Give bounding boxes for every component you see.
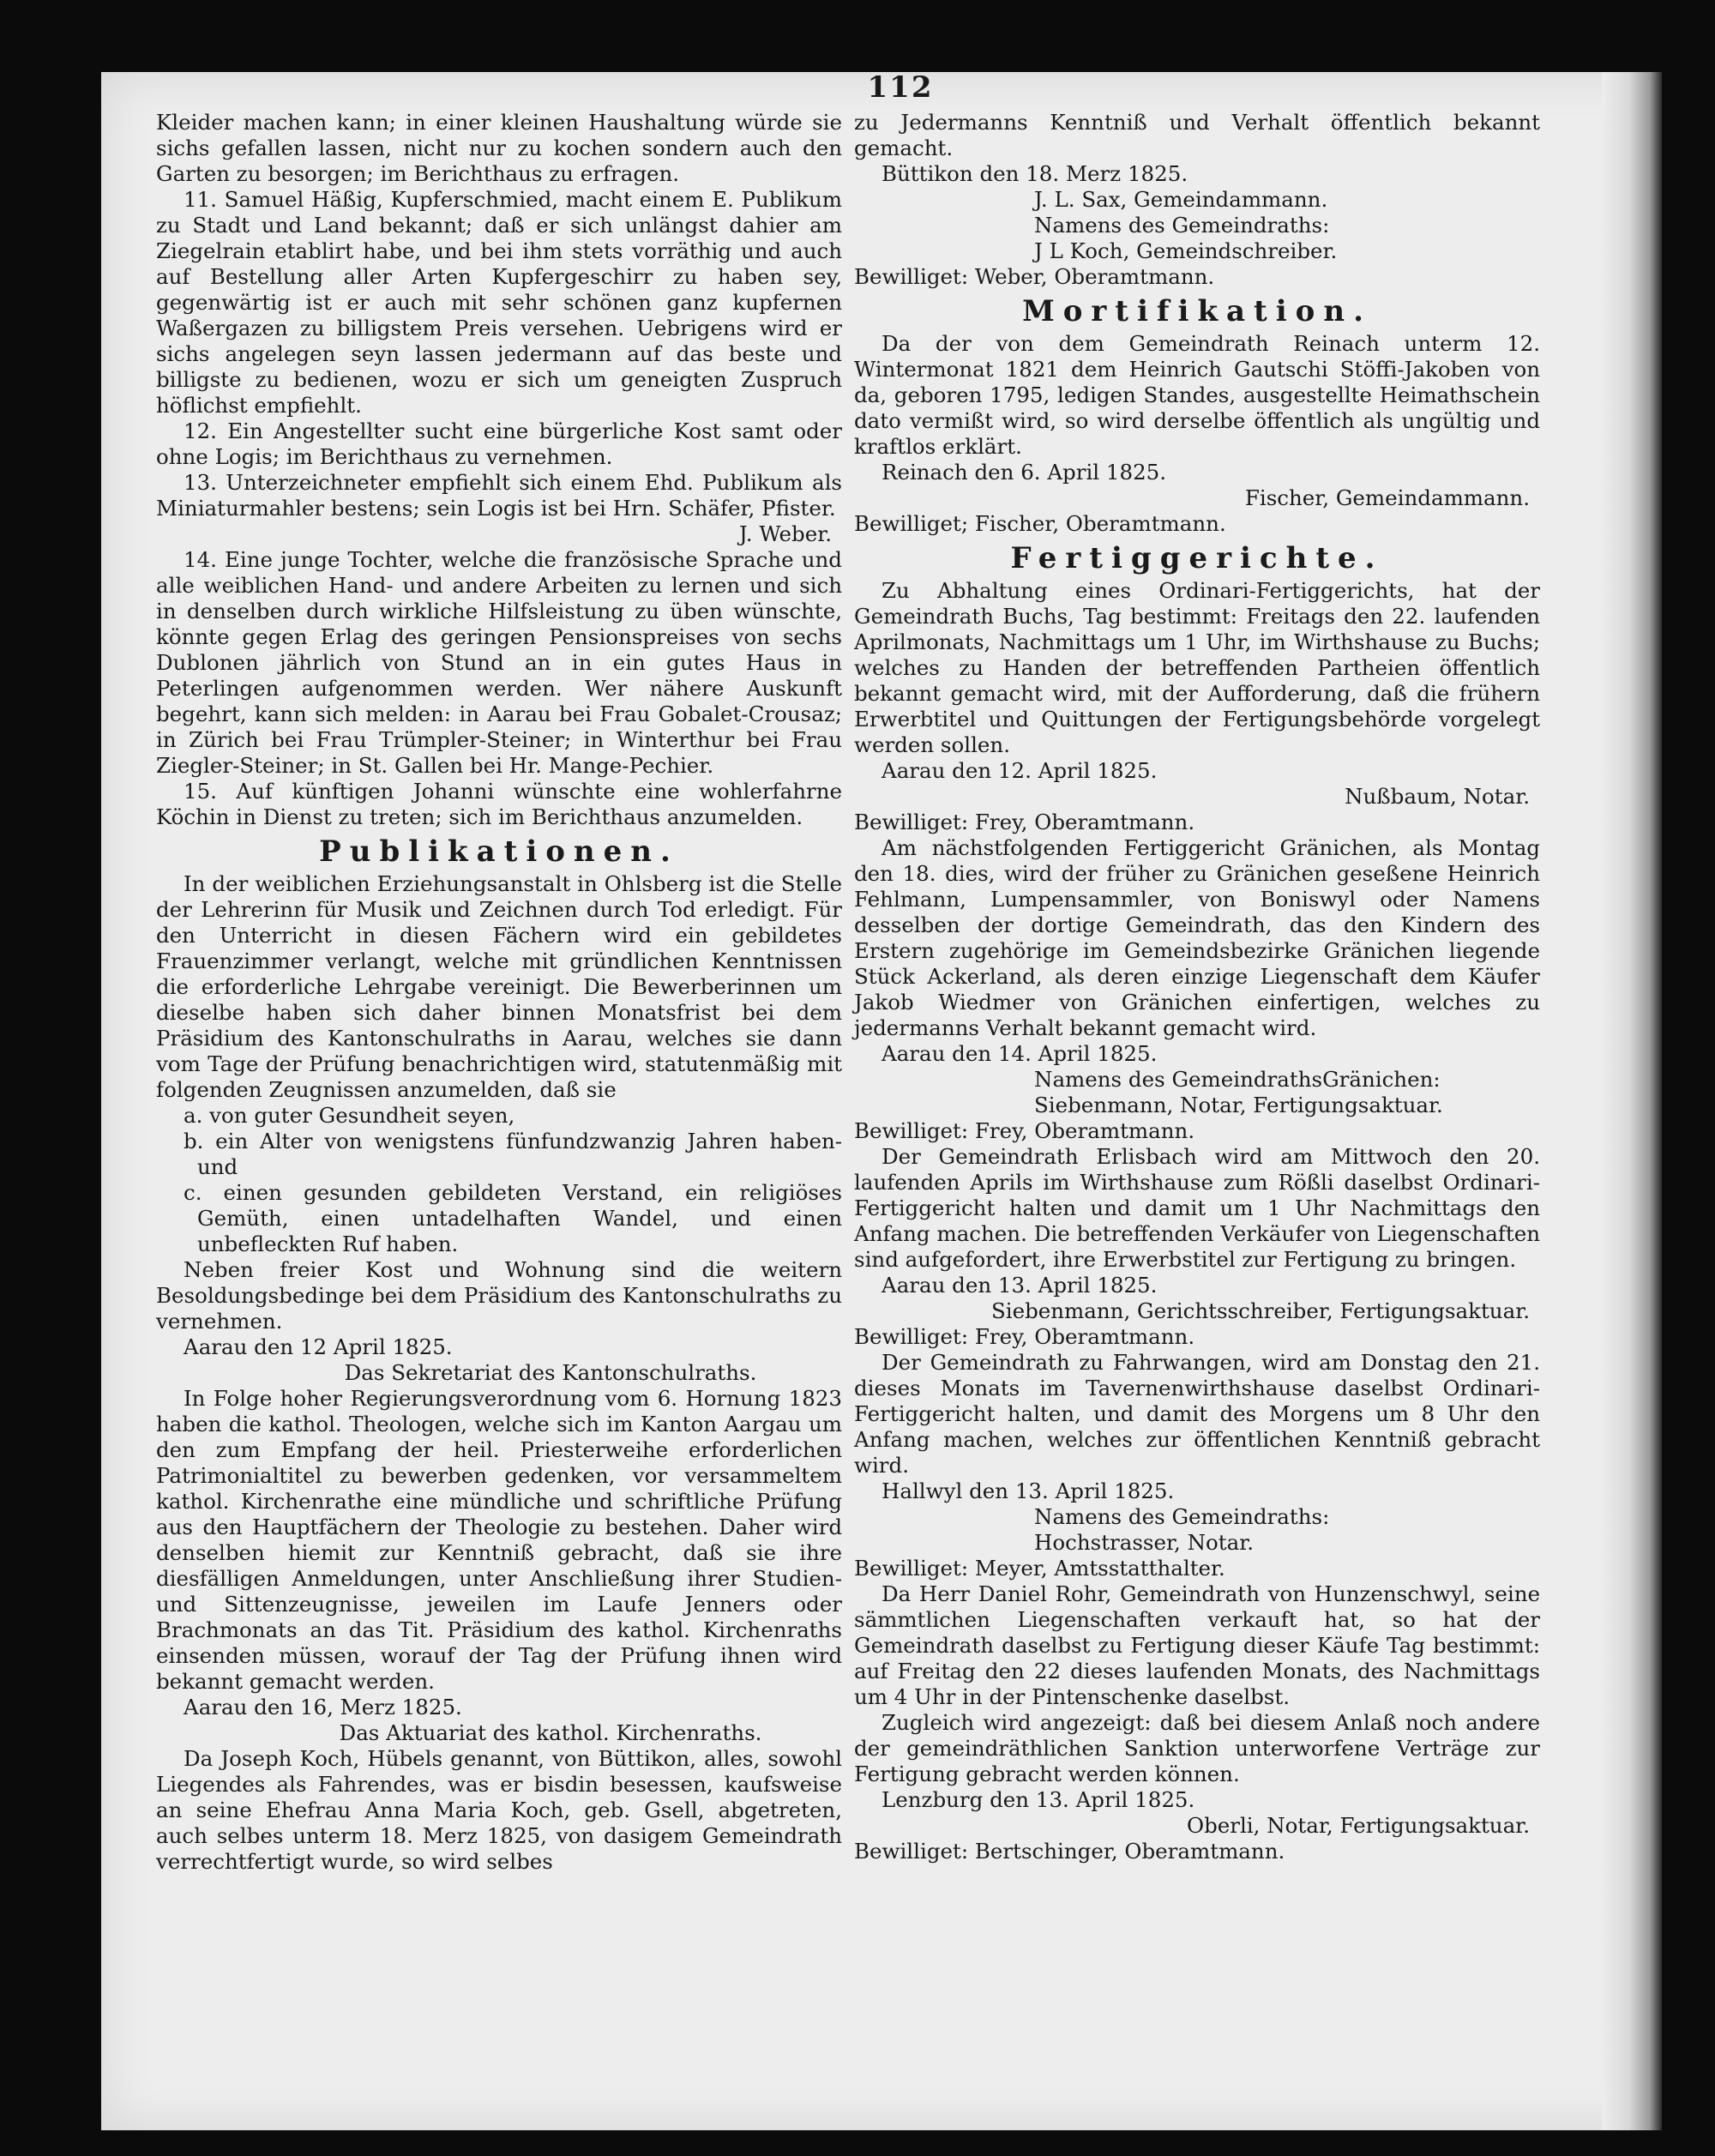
notice-date: Aarau den 12 April 1825.: [184, 1334, 453, 1359]
list-item: b. ein Alter von wenigstens fünfundzwanzig Jahren haben- und: [184, 1129, 842, 1179]
notice-text: zu Jedermanns Kenntniß und Verhalt öffentlich bekannt gemacht.: [854, 110, 1540, 160]
notice-date: Reinach den 6. April 1825.: [882, 460, 1167, 485]
approval-line: Bewilliget: Meyer, Amtsstatthalter.: [854, 1556, 1225, 1581]
notice-date: Aarau den 13. April 1825.: [882, 1273, 1158, 1298]
ad-text: 12. Ein Angestellter sucht eine bürgerliche Kost samt oder ohne Logis; im Berichthaus zu vernehmen.: [156, 419, 842, 469]
ad-text: Kleider machen kann; in einer kleinen Haushaltung würde sie sichs gefallen lassen, nicht nur zu kochen sondern auch den Garten zu besorgen; im Berichthaus zu erfragen.: [156, 110, 842, 186]
page-number: 112: [867, 70, 934, 105]
notice-date: Hallwyl den 13. April 1825.: [882, 1478, 1175, 1503]
notice-signature: Hochstrasser, Notar.: [1034, 1530, 1255, 1555]
ad-text: 11. Samuel Häßig, Kupferschmied, macht einem E. Publikum zu Stadt und Land bekannt; daß er sich unlängst dahier am Ziegelrain etablirt habe, und bei ihm stets vorräthig und auch auf Bestellung aller Arten Kupfergeschirr zu haben sey, gegenwärtig ist er auch mit sehr schönen ganz kupfernen Waßergazen zu billigstem Preis versehen. Uebrigens wird er sichs angelegen seyn lassen jedermann auf das beste und billigste zu bedienen, wozu er sich um geneigten Zuspruch höflichst empfiehlt.: [156, 187, 842, 418]
page-spine: [1602, 72, 1662, 2130]
notice-text: Der Gemeindrath Erlisbach wird am Mittwoch den 20. laufenden Aprils im Wirthshause zum Rößli daselbst Ordinari-Fertiggericht halten und damit um 1 Uhr Nachmittags den Anfang machen. Die betreffenden Verkäufer von Liegenschaften sind aufgefordert, ihre Erwerbstitel zur Fertigung zu bringen.: [854, 1144, 1540, 1272]
approval-line: Bewilliget: Frey, Oberamtmann.: [854, 1324, 1195, 1349]
notice-date: Aarau den 14. April 1825.: [882, 1041, 1158, 1066]
section-heading-publikationen: Publikationen.: [319, 834, 679, 869]
notice-signature: Das Aktuariat des kathol. Kirchenraths.: [339, 1720, 762, 1745]
approval-line: Bewilliget: Bertschinger, Oberamtmann.: [854, 1839, 1285, 1864]
approval-line: Bewilliget: Weber, Oberamtmann.: [854, 264, 1215, 289]
notice-signature: Namens des Gemeindraths:: [1034, 1504, 1330, 1529]
notice-signature: Das Sekretariat des Kantonschulraths.: [344, 1360, 757, 1385]
notice-signature: J L Koch, Gemeindschreiber.: [1034, 238, 1338, 263]
left-column: [156, 110, 842, 1875]
notice-date: Aarau den 16, Merz 1825.: [184, 1695, 462, 1719]
ad-text: 14. Eine junge Tochter, welche die französische Sprache und alle weiblichen Hand- und andere Arbeiten zu lernen und sich in denselben durch wirkliche Hilfsleistung zu üben wünschte, könnte gegen Erlag des geringen Pensionspreises von sechs Dublonen jährlich von Stund an in ein gutes Haus in Peterlingen aufgenommen werden. Wer nähere Auskunft begehrt, kann sich melden: in Aarau bei Frau Gobalet-Crousaz; in Zürich bei Frau Trümpler-Steiner; in Winterthur bei Frau Ziegler-Steiner; in St. Gallen bei Hr. Mange-Pechier.: [156, 547, 842, 778]
approval-line: Bewilliget; Fischer, Oberamtmann.: [854, 511, 1226, 536]
notice-signature: Siebenmann, Gerichtsschreiber, Fertigungsaktuar.: [990, 1298, 1530, 1323]
notice-date: Aarau den 12. April 1825.: [882, 758, 1158, 783]
notice-text: In der weiblichen Erziehungsanstalt in Ohlsberg ist die Stelle der Lehrerinn für Musik und Zeichnen durch Tod erledigt. Für den Unterricht in diesen Fächern wird ein gebildetes Frauenzimmer verlangt, welche mit gründlichen Kenntnissen die erforderliche Lehrgabe vereinigt. Die Bewerberinnen um dieselbe haben sich daher binnen Monatsfrist bei dem Präsidium des Kantonschulraths in Aarau, welches sie dann vom Tage der Prüfung benachrichtigen wird, statutenmäßig mit folgenden Zeugnissen anzumelden, daß sie: [156, 871, 842, 1102]
notice-signature: Fischer, Gemeindammann.: [1244, 485, 1530, 510]
list-item: c. einen gesunden gebildeten Verstand, ein religiöses Gemüth, einen untadelhaften Wandel, und einen unbefleckten Ruf haben.: [184, 1180, 842, 1256]
ad-signature: J. Weber.: [738, 521, 832, 546]
notice-signature: Namens des GemeindrathsGränichen:: [1034, 1067, 1441, 1092]
notice-text: Am nächstfolgenden Fertiggericht Gränichen, als Montag den 18. dies, wird der früher zu Gränichen geseßene Heinrich Fehlmann, Lumpensammler, von Boniswyl oder Namens desselben der dortige Gemeindrath, das den Kindern des Erstern zugehörige im Gemeindsbezirke Gränichen liegende Stück Ackerland, als deren einzige Liegenschaft dem Käufer Jakob Wiedmer von Gränichen einfertigen, welches zu jedermanns Verhalt bekannt gemacht wird.: [854, 835, 1540, 1040]
notice-text: Da Herr Daniel Rohr, Gemeindrath von Hunzenschwyl, seine sämmtlichen Liegenschaften verkauft hat, so hat der Gemeindrath daselbst zu Fertigung dieser Käufe Tag bestimmt: auf Freitag den 22 dieses laufenden Monats, des Nachmittags um 4 Uhr in der Pintenschenke daselbst.: [854, 1581, 1540, 1709]
notice-signature: Siebenmann, Notar, Fertigungsaktuar.: [1034, 1093, 1443, 1117]
ad-text: 13. Unterzeichneter empfiehlt sich einem Ehd. Publikum als Miniaturmahler bestens; sein Logis ist bei Hrn. Schäfer, Pfister.: [156, 470, 842, 521]
notice-date: Büttikon den 18. Merz 1825.: [882, 161, 1188, 186]
notice-text: Zu Abhaltung eines Ordinari-Fertiggerichts, hat der Gemeindrath Buchs, Tag bestimmt: Freitags den 22. laufenden Aprilmonats, Nachmittags um 1 Uhr, im Wirthshause zu Buchs; welches zu Handen der betreffenden Partheien öffentlich bekannt gemacht wird, mit der Aufforderung, daß die frühern Erwerbtitel und Quittungen der Fertigungsbehörde vorgelegt werden sollen.: [854, 578, 1540, 757]
notice-signature: Oberli, Notar, Fertigungsaktuar.: [1186, 1813, 1530, 1838]
section-heading-fertiggerichte: Fertiggerichte.: [1010, 541, 1384, 575]
notice-text: Neben freier Kost und Wohnung sind die weitern Besoldungsbedinge bei dem Präsidium des Kantonschulraths zu vernehmen.: [156, 1257, 842, 1334]
approval-line: Bewilliget: Frey, Oberamtmann.: [854, 810, 1195, 834]
notice-text: Da der von dem Gemeindrath Reinach unterm 12. Wintermonat 1821 dem Heinrich Gautschi Stöffi-Jakoben von da, geboren 1795, ledigen Standes, ausgestellte Heimathschein dato vermißt wird, so wird derselbe öffentlich als ungültig und kraftlos erklärt.: [854, 331, 1540, 459]
section-heading-mortifikation: Mortifikation.: [1022, 294, 1372, 328]
notice-text: In Folge hoher Regierungsverordnung vom 6. Hornung 1823 haben die kathol. Theologen, welche sich im Kanton Aargau um den zum Empfang der heil. Priesterweihe erforderlichen Patrimonialtitel zu bewerben gedenken, vor versammeltem kathol. Kirchenrathe eine mündliche und schriftliche Prüfung aus den Hauptfächern der Theologie zu bestehen. Daher wird denselben hiemit zur Kenntniß gebracht, daß sie ihre diesfälligen Anmeldungen, unter Anschließung ihrer Studien- und Sittenzeugnisse, jeweilen im Laufe Jenners oder Brachmonats an das Tit. Präsidium des kathol. Kirchenraths einsenden müssen, worauf der Tag der Prüfung ihnen wird bekannt gemacht werden.: [156, 1386, 842, 1694]
notice-signature: J. L. Sax, Gemeindammann.: [1034, 187, 1328, 212]
notice-text: Zugleich wird angezeigt: daß bei diesem Anlaß noch andere der gemeindräthlichen Sanktion unterworfene Verträge zur Fertigung gebracht werden können.: [854, 1710, 1540, 1786]
notice-signature: Namens des Gemeindraths:: [1034, 213, 1330, 238]
notice-signature: Nußbaum, Notar.: [1345, 784, 1530, 809]
approval-line: Bewilliget: Frey, Oberamtmann.: [854, 1118, 1195, 1143]
right-column: [854, 110, 1540, 1864]
ad-text: 15. Auf künftigen Johanni wünschte eine wohlerfahrne Köchin in Dienst zu treten; sich im Berichthaus anzumelden.: [156, 779, 842, 829]
notice-date: Lenzburg den 13. April 1825.: [882, 1787, 1195, 1812]
notice-text: Da Joseph Koch, Hübels genannt, von Büttikon, alles, sowohl Liegendes als Fahrendes, was er bisdin besessen, kaufsweise an seine Ehefrau Anna Maria Koch, geb. Gsell, abgetreten, auch selbes unterm 18. Merz 1825, von dasigem Gemeindrath verrechtfertigt wurde, so wird selbes: [156, 1746, 842, 1874]
notice-text: Der Gemeindrath zu Fahrwangen, wird am Donstag den 21. dieses Monats im Tavernenwirthshause daselbst Ordinari-Fertiggericht halten, und damit des Morgens um 8 Uhr den Anfang machen, welches zur öffentlichen Kenntniß gebracht wird.: [854, 1350, 1540, 1478]
list-item: a. von guter Gesundheit seyen,: [184, 1103, 515, 1128]
